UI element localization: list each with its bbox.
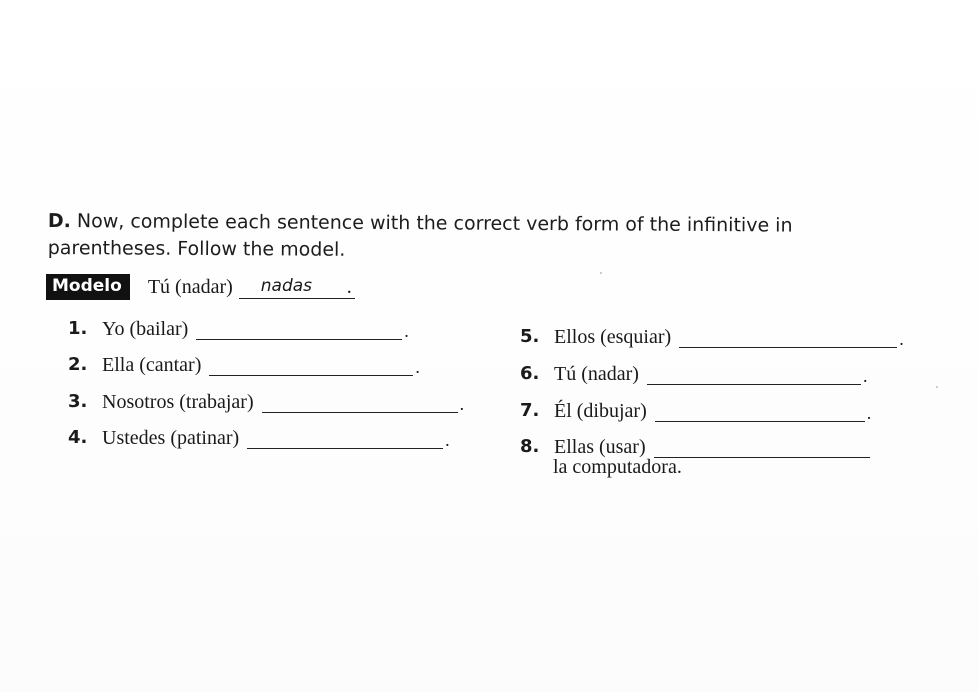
item-prompt: Nosotros (trabajar) (102, 391, 254, 413)
exercise-item-1 (68, 314, 409, 340)
exercise-item-6 (520, 359, 867, 385)
item-period: . (862, 366, 868, 386)
item-number: 5. (520, 326, 540, 347)
instruction-text: Now, complete each sentence with the correct verb form of the infinitive in parentheses. Follow the model. (47, 210, 793, 261)
item-8-continuation: la computadora. (553, 456, 682, 478)
item-prompt: Ellos (esquiar) (554, 326, 672, 348)
item-prompt: Tú (nadar) (554, 363, 639, 385)
model-answer: nadas (239, 275, 355, 299)
exercise-item-3 (68, 387, 464, 413)
answer-blank[interactable] (262, 394, 458, 413)
item-prompt: Ella (cantar) (102, 354, 202, 376)
answer-blank[interactable] (647, 366, 861, 385)
item-prompt: Ustedes (patinar) (102, 427, 240, 449)
answer-blank[interactable] (679, 329, 897, 348)
item-period: . (459, 394, 465, 414)
exercise-item-7 (520, 396, 871, 422)
exercise-item-2 (68, 350, 420, 376)
answer-blank[interactable] (655, 403, 865, 422)
item-period: . (415, 357, 420, 377)
item-number: 3. (68, 391, 88, 412)
item-period: . (445, 430, 450, 450)
item-period: . (899, 329, 904, 349)
scan-speck (600, 272, 602, 274)
item-number: 6. (520, 363, 540, 384)
item-prompt: Él (dibujar) (554, 400, 647, 422)
item-prompt: Ellas (usar) (554, 436, 646, 458)
exercise-instruction (48, 208, 868, 267)
scan-speck (936, 386, 938, 388)
item-number: 4. (68, 427, 88, 448)
exercise-item-8 (520, 432, 870, 458)
exercise-letter: D. (47, 209, 71, 233)
item-prompt: Yo (bailar) (102, 318, 189, 340)
exercise-item-4 (68, 423, 450, 449)
model-prompt: Tú (nadar) (147, 275, 233, 298)
model-period: . (346, 275, 352, 298)
item-number: 8. (520, 436, 540, 457)
item-period: . (866, 403, 872, 423)
item-number: 2. (68, 354, 88, 375)
answer-blank[interactable] (654, 439, 870, 458)
answer-blank[interactable] (196, 321, 402, 340)
model-example (46, 274, 446, 300)
exercise-item-5 (520, 322, 904, 348)
item-number: 1. (68, 318, 88, 339)
item-number: 7. (520, 400, 540, 421)
answer-blank[interactable] (247, 430, 443, 449)
answer-blank[interactable] (209, 357, 413, 376)
item-period: . (404, 321, 409, 341)
modelo-badge: Modelo (46, 274, 130, 300)
